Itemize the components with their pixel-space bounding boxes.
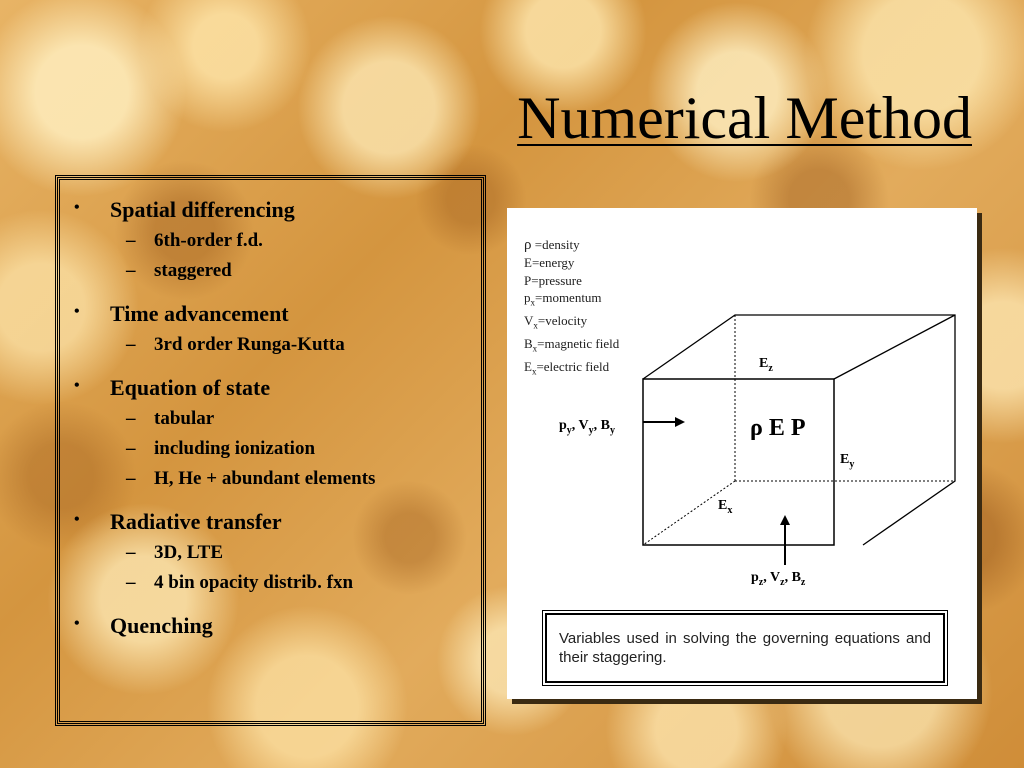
sub-item — [110, 256, 481, 286]
left-arrow-head — [675, 417, 685, 427]
bullet-marker: • — [74, 377, 80, 394]
sub-item — [110, 404, 481, 434]
cube-front-face — [643, 379, 834, 545]
staggered-grid-figure — [507, 208, 977, 699]
bullet-list — [60, 180, 481, 640]
sub-marker: – — [126, 468, 136, 489]
bullet-item — [60, 374, 481, 494]
sub-text: 3rd order Runga-Kutta — [154, 334, 345, 355]
cube-top-right-edge — [834, 315, 955, 379]
legend-row: P=pressure — [524, 272, 582, 288]
bullet-text: Spatial differencing — [110, 197, 295, 222]
sub-list — [110, 404, 481, 494]
sub-item — [110, 464, 481, 494]
sub-text: 3D, LTE — [154, 542, 223, 563]
sub-list — [110, 226, 481, 286]
bullet-marker: • — [74, 615, 80, 632]
sub-list — [110, 538, 481, 598]
sub-item — [110, 568, 481, 598]
legend-row: E=energy — [524, 255, 575, 271]
bullet-marker: • — [74, 511, 80, 528]
sub-marker: – — [126, 438, 136, 459]
sub-item — [110, 538, 481, 568]
bullet-text: Quenching — [110, 613, 213, 638]
slide-title: Numerical Method — [517, 85, 972, 151]
legend-row: ρ =density — [524, 237, 580, 253]
bullet-text: Equation of state — [110, 375, 271, 400]
left-input-label: $p_y$, $V_y$, $B_y$ — [559, 418, 616, 436]
bullet-text: Time advancement — [110, 301, 289, 326]
bullet-item — [60, 612, 481, 640]
bullets-frame — [57, 177, 484, 724]
sub-list — [110, 330, 481, 360]
legend-row: $V_x=velocity$ — [524, 312, 588, 331]
sub-item — [110, 330, 481, 360]
bullet-item — [60, 300, 481, 360]
bullet-marker: • — [74, 303, 80, 320]
sub-text: 4 bin opacity distrib. fxn — [154, 572, 354, 593]
sub-item — [110, 434, 481, 464]
ex-label: $E_x$ — [718, 498, 733, 516]
ey-label: $E_y$ — [840, 452, 855, 470]
bullet-item — [60, 196, 481, 286]
sub-marker: – — [126, 334, 136, 355]
sub-text: 6th-order f.d. — [154, 230, 263, 251]
sub-marker: – — [126, 230, 136, 251]
bottom-input-label: $p_z$, $V_z$, $B_z$ — [751, 570, 806, 588]
sub-marker: – — [126, 408, 136, 429]
bullet-text: Radiative transfer — [110, 509, 282, 534]
sub-text: H, He + abundant elements — [154, 468, 376, 489]
sub-text: including ionization — [154, 438, 316, 459]
sub-marker: – — [126, 542, 136, 563]
bottom-arrow-head — [780, 515, 790, 525]
variable-legend — [524, 236, 619, 380]
sub-text: staggered — [154, 260, 232, 281]
legend-row: $B_x=magnetic$ field — [524, 335, 620, 354]
bullet-item — [60, 508, 481, 598]
center-label: ρ E P — [750, 415, 806, 441]
figure-caption: Variables used in solving the governing equations and their staggering. — [545, 613, 945, 683]
sub-text: tabular — [154, 408, 215, 429]
ez-label: $E_z$ — [759, 356, 773, 374]
sub-marker: – — [126, 572, 136, 593]
sub-marker: – — [126, 260, 136, 281]
sub-item — [110, 226, 481, 256]
legend-row: $p_x=momentum$ — [524, 289, 602, 308]
bullet-marker: • — [74, 199, 80, 216]
legend-row: $E_x=electric$ field — [524, 358, 610, 377]
